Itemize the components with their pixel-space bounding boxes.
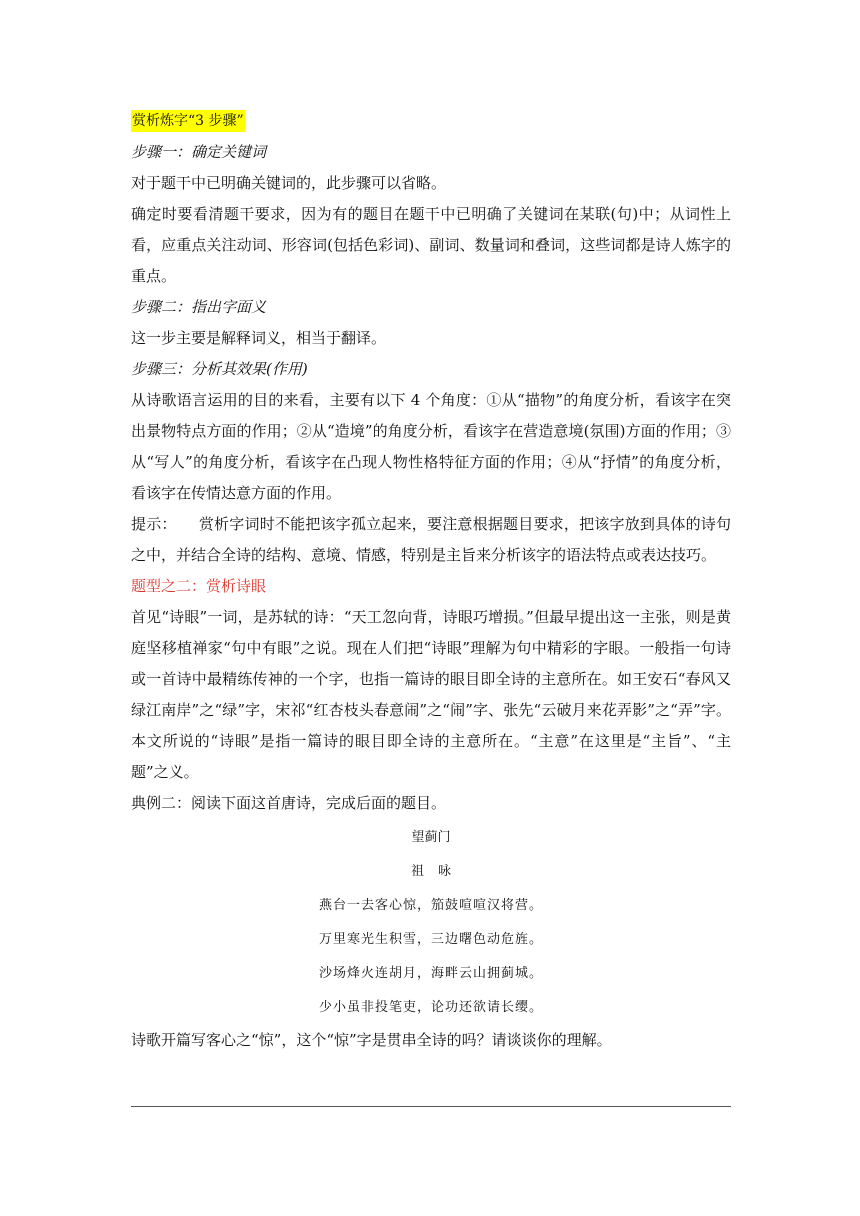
poem-line: 沙场烽火连胡月，海畔云山拥蓟城。	[318, 966, 543, 981]
section-title: 赏析炼字“3 步骤”	[131, 110, 245, 132]
poem-lines	[131, 889, 731, 1025]
example-intro: 典例二：阅读下面这首唐诗，完成后面的题目。	[131, 794, 447, 812]
step1-paragraph-2: 确定时要看清题干要求，因为有的题目在题干中已明确了关键词在某联(句)中；从词性上看，应重点关注动词、形容词(包括色彩词)、副词、数量词和叠词，这些词都是诗人炼字的重点。	[131, 205, 731, 285]
poem-line: 燕台一去客心惊，笳鼓喧喧汉将营。	[318, 898, 543, 913]
hint-label: 提示：	[131, 515, 177, 533]
question: 诗歌开篇写客心之“惊”，这个“惊”字是贯串全诗的吗？请谈谈你的理解。	[131, 1031, 612, 1049]
hint-text: 赏析字词时不能把该字孤立起来，要注意根据题目要求，把该字放到具体的诗句之中，并结合全诗的结构、意境、情感，特别是主旨来分析该字的语法特点或表达技巧。	[131, 515, 731, 564]
step2-heading: 步骤二：指出字面义	[131, 298, 267, 316]
poem-title: 望蓟门	[411, 830, 451, 845]
section-title-line	[131, 108, 731, 137]
hint-paragraph	[131, 509, 731, 571]
step3-heading: 步骤三：分析其效果(作用)	[131, 360, 308, 378]
type2-paragraph: 首见“诗眼”一词，是苏轼的诗：“天工忽向背，诗眼巧增损。”但最早提出这一主张，则是黄庭坚移植禅家“句中有眼”之说。现在人们把“诗眼”理解为句中精彩的字眼。一般指一句诗或一首诗中最精练传神的一个字，也指一篇诗的眼目即全诗的主意所在。如王安石“春风又绿江南岸”之“绿”字，宋祁“红杏枝头春意闹”之“闹”字、张先“云破月来花弄影”之“弄”字。本文所说的“诗眼”是指一篇诗的眼目即全诗的主意所在。“主意”在这里是“主旨”、“主题”之义。	[131, 608, 731, 781]
poem-author: 祖咏	[410, 864, 465, 879]
step2-paragraph: 这一步主要是解释词义，相当于翻译。	[131, 329, 387, 347]
step1-paragraph-1: 对于题干中已明确关键词的，此步骤可以省略。	[131, 174, 447, 192]
document-body	[131, 108, 731, 1056]
step1-heading: 步骤一：确定关键词	[131, 143, 267, 161]
poem-line: 少小虽非投笔吏，论功还欲请长缨。	[318, 1000, 543, 1015]
type2-heading: 题型之二：赏析诗眼	[131, 577, 267, 595]
step3-paragraph: 从诗歌语言运用的目的来看，主要有以下 4 个角度：①从“描物”的角度分析，看该字在突出景物特点方面的作用；②从“造境”的角度分析，看该字在营造意境(氛围)方面的作用；③从“写人”的角度分析，看该字在凸现人物性格特征方面的作用；④从“抒情”的角度分析，看该字在传情达意方面的作用。	[131, 391, 731, 502]
poem-line: 万里寒光生积雪，三边曙色动危旌。	[318, 932, 543, 947]
page-divider	[131, 1106, 731, 1107]
